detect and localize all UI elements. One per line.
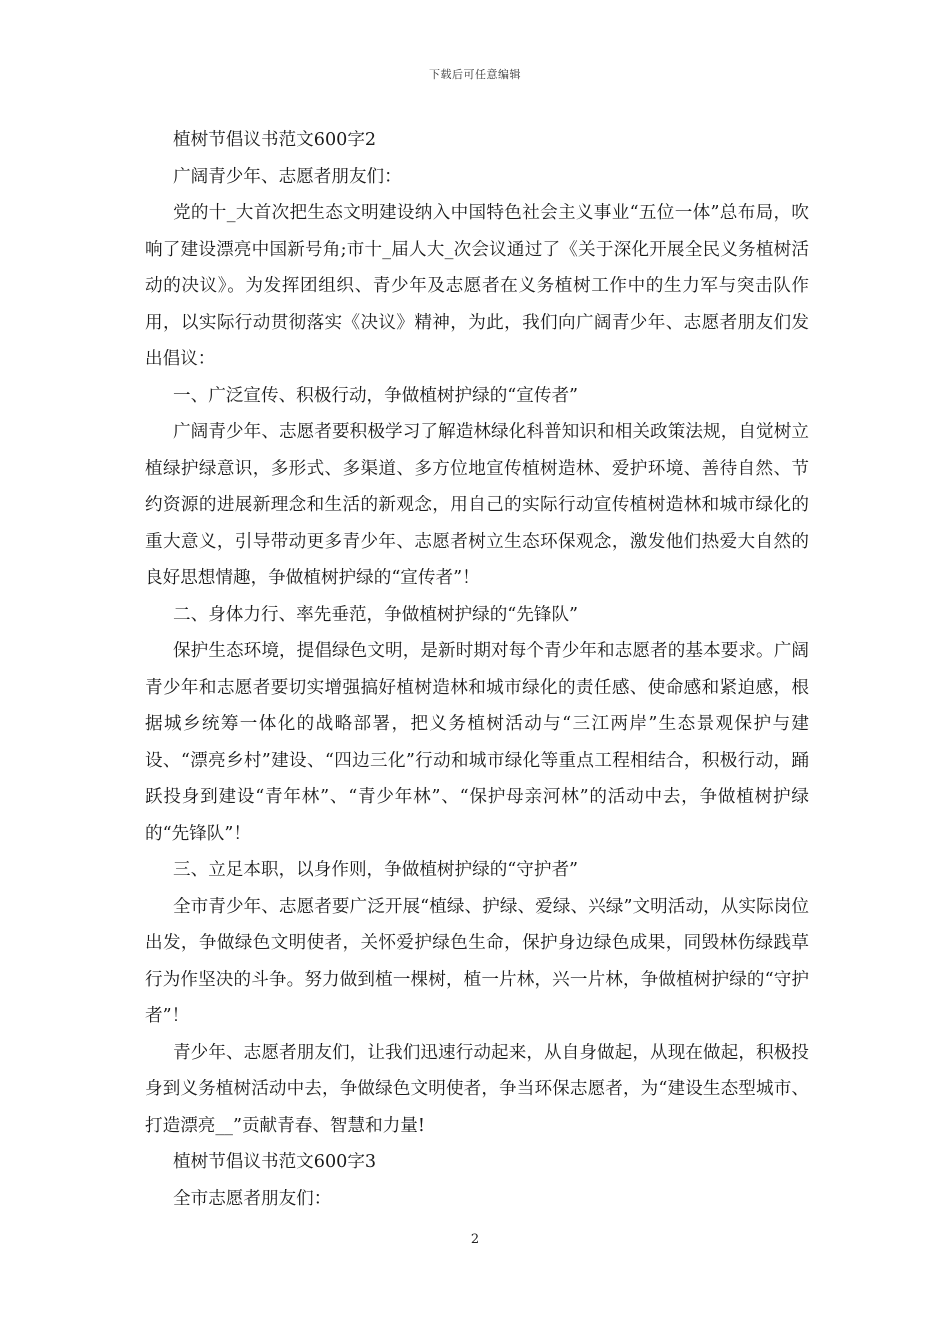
point-heading: 二、身体力行、率先垂范，争做植树护绿的“先锋队” bbox=[173, 604, 579, 625]
body-paragraph: 广阔青少年、志愿者要积极学习了解造林绿化科普知识和相关政策法规，自觉树立植绿护绿意识，多形式、多渠道、多方位地宣传植树造林、爱护环境、善待自然、节约资源的进展新理念和生活的新观念，用自己的实际行动宣传植树造林和城市绿化的重大意义，引导带动更多青少年、志愿者树立生态环保观念，激发他们热爱大自然的良好思想情趣，争做植树护绿的“宣传者”！ bbox=[145, 422, 809, 588]
salutation: 广阔青少年、志愿者朋友们： bbox=[173, 166, 402, 187]
page-header: 下载后可任意编辑 bbox=[429, 68, 521, 81]
body-paragraph: 保护生态环境，提倡绿色文明，是新时期对每个青少年和志愿者的基本要求。广阔青少年和志愿者要切实增强搞好植树造林和城市绿化的责任感、使命感和紧迫感，根据城乡统筹一体化的战略部署，把义务植树活动与“三江两岸”生态景观保护与建设、“漂亮乡村”建设、“四边三化”行动和城市绿化等重点工程相结合，积极行动，踊跃投身到建设“青年林”、“青少年林”、“保护母亲河林”的活动中去，争做植树护绿的“先锋队”！ bbox=[145, 641, 809, 844]
page-number: 2 bbox=[470, 1232, 480, 1247]
point-heading: 一、广泛宣传、积极行动，争做植树护绿的“宣传者” bbox=[173, 385, 579, 406]
body-paragraph: 党的十_大首次把生态文明建设纳入中国特色社会主义事业“五位一体”总布局，吹响了建设漂亮中国新号角;市十_届人大_次会议通过了《关于深化开展全民义务植树活动的决议》。为发挥团组织、青少年及志愿者在义务植树工作中的生力军与突击队作用，以实际行动贯彻落实《决议》精神，为此，我们向广阔青少年、志愿者朋友们发出倡议： bbox=[145, 203, 809, 369]
body-paragraph: 青少年、志愿者朋友们，让我们迅速行动起来，从自身做起，从现在做起，积极投身到义务植树活动中去，争做绿色文明使者，争当环保志愿者，为“建设生态型城市、打造漂亮__”贡献青春、智慧和力量! bbox=[145, 1042, 809, 1136]
point-heading: 三、立足本职，以身作则，争做植树护绿的“守护者” bbox=[173, 860, 579, 880]
document-body bbox=[145, 122, 809, 1217]
body-paragraph: 全市青少年、志愿者要广泛开展“植绿、护绿、爱绿、兴绿”文明活动，从实际岗位出发，争做绿色文明使者，关怀爱护绿色生命，保护身边绿色成果，同毁林伤绿践草行为作坚决的斗争。努力做到植一棵树，植一片林，兴一片林，争做植树护绿的“守护者”！ bbox=[145, 896, 809, 1026]
section-title: 植树节倡议书范文600字3 bbox=[173, 1152, 377, 1172]
section-title: 植树节倡议书范文600字2 bbox=[173, 130, 377, 150]
salutation: 全市志愿者朋友们： bbox=[173, 1188, 332, 1209]
